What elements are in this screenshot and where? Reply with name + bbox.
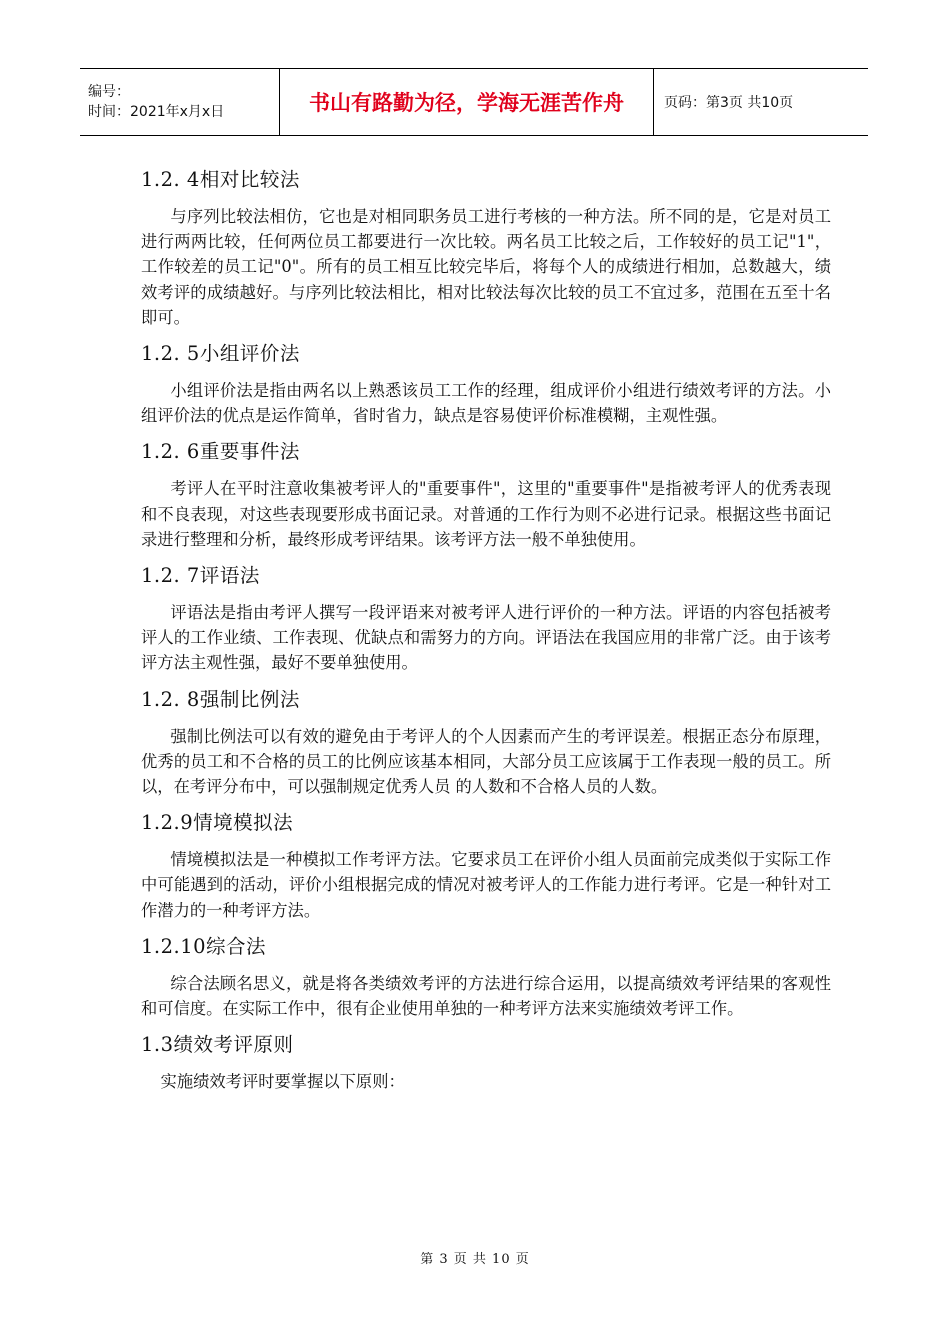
section-heading: 1.2. 8强制比例法 [141,687,300,711]
section-heading: 1.2. 4相对比较法 [141,168,300,191]
number-label: 编号： [88,84,130,100]
document-body [141,166,831,1104]
page-footer: 第 3 页 共 10 页 [420,1252,530,1267]
section-relative-comparison [141,166,831,330]
header-page-info: 页码：第3页 共10页 [664,95,794,111]
section-heading: 1.2.10综合法 [141,934,267,958]
section-paragraph: 评语法是指由考评人撰写一段评语来对被考评人进行评价的一种方法。评语的内容包括被考评人的工作业绩、工作表现、优缺点和需努力的方向。评语法在我国应用的非常广泛。由于该考评方法主观性强，最好不要单独使用。 [141,603,831,673]
section-paragraph: 考评人在平时注意收集被考评人的"重要事件"，这里的"重要事件"是指被考评人的优秀表现和不良表现，对这些表现要形成书面记录。对普通的工作行为则不必进行记录。根据这些书面记录进行整理和分析，最终形成考评结果。该考评方法一般不单独使用。 [141,479,831,549]
section-heading: 1.2.9情境模拟法 [141,811,294,835]
section-heading: 1.2. 5小组评价法 [141,342,300,366]
header-motto: 书山有路勤为径，学海无涯苦作舟 [280,69,654,135]
section-heading: 1.3绩效考评原则 [141,1033,294,1057]
page-header [80,68,868,136]
section-paragraph: 情境模拟法是一种模拟工作考评方法。它要求员工在评价小组人员面前完成类似于实际工作中可能遇到的活动，评价小组根据完成的情况对被考评人的工作能力进行考评。它是一种针对工作潜力的一种考评方法。 [141,850,831,920]
section-paragraph: 综合法顾名思义，就是将各类绩效考评的方法进行综合运用，以提高绩效考评结果的客观性和可信度。在实际工作中，很有企业使用单独的一种考评方法来实施绩效考评工作。 [141,973,831,1019]
section-paragraph: 实施绩效考评时要掌握以下原则： [160,1072,405,1092]
section-comprehensive-method [141,933,831,1021]
section-forced-distribution [141,686,831,800]
section-comment-method [141,562,831,676]
section-situational-simulation [141,809,831,923]
section-paragraph: 强制比例法可以有效的避免由于考评人的个人因素而产生的考评误差。根据正态分布原理，优秀的员工和不合格的员工的比例应该基本相同，大部分员工应该属于工作表现一般的员工。所以，在考评分布中，可以强制规定优秀人员 的人数和不合格人员的人数。 [141,726,831,797]
section-group-evaluation [141,340,831,428]
section-heading: 1.2. 7评语法 [141,564,260,588]
section-paragraph: 与序列比较法相仿，它也是对相同职务员工进行考核的一种方法。所不同的是，它是对员工进行两两比较，任何两位员工都要进行一次比较。两名员工比较之后，工作较好的员工记"1"，工作较差的员工记"0"。所有的员工相互比较完毕后，将每个人的成绩进行相加，总数越大，绩效考评的成绩越好。与序列比较法相比，相对比较法每次比较的员工不宜过多，范围在五至十名即可。 [141,207,831,327]
date-label: 时间：2021年x月x日 [88,104,225,120]
section-evaluation-principles [141,1031,831,1094]
section-heading: 1.2. 6重要事件法 [141,440,300,464]
header-meta [80,69,280,135]
section-critical-incident [141,438,831,552]
section-paragraph: 小组评价法是指由两名以上熟悉该员工工作的经理，组成评价小组进行绩效考评的方法。小组评价法的优点是运作简单，省时省力，缺点是容易使评价标准模糊，主观性强。 [141,381,831,426]
